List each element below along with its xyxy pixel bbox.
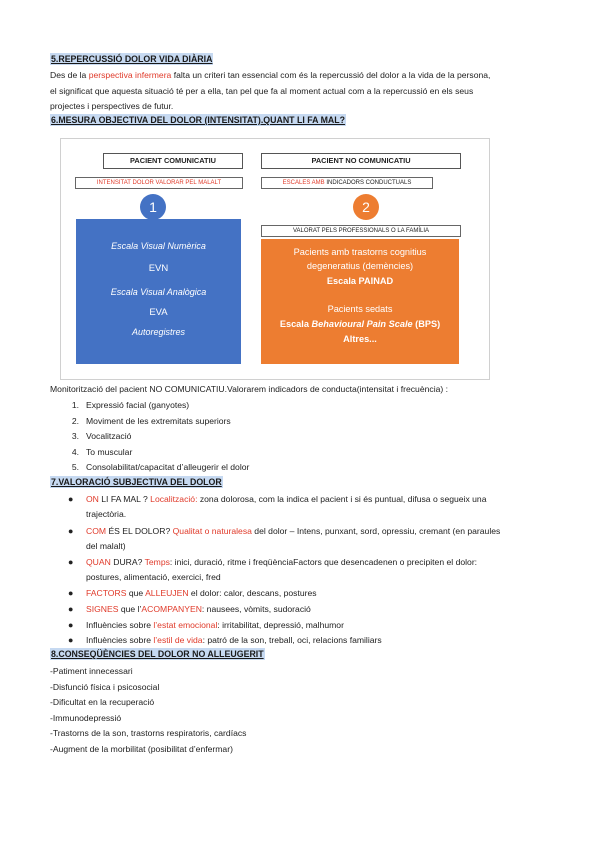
consequence-item: -Trastorns de la son, trastorns respiratoris, cardíacs	[50, 728, 247, 738]
bullet-icon: ●	[68, 604, 74, 614]
pain-scales-figure	[60, 138, 490, 380]
others-text: Altres...	[343, 334, 377, 344]
section-8-title: 8.CONSEQÜÈNCIES DEL DOLOR NO ALLEUGERIT	[51, 649, 264, 659]
list-number: 2.	[71, 416, 79, 426]
cognitive-disorders-line-2: degeneratius (demències)	[306, 261, 414, 271]
monitoring-line: Monitorització del pacient NO COMUNICATIU.Valorarem indicadors de conducta(intensitat i frecuència) :	[50, 384, 449, 394]
non-communicative-patient-sub-label: ESCALES AMB INDICADORS CONDUCTUALS	[261, 177, 433, 189]
list-number: 4.	[71, 447, 79, 457]
section-6-title: 6.MESURA OBJECTIVA DEL DOLOR (INTENSITAT).QUANT LI FA MAL?	[51, 115, 346, 125]
list-item: Moviment de les extremitats superiors	[86, 416, 231, 426]
section-7-title: 7.VALORACIÓ SUBJECTIVA DEL DOLOR	[51, 477, 222, 487]
list-item: To muscular	[86, 447, 133, 457]
consequence-item: -Dificultat en la recuperació	[50, 697, 155, 707]
behavioural-scales-box	[261, 239, 459, 364]
self-report-scales-box	[76, 219, 241, 364]
bullet-how-line-1: COM ÉS EL DOLOR? Qualitat o naturalesa del dolor – Intens, punxant, sord, opressiu, cremant (en paraules	[86, 526, 501, 536]
number-1-circle: 1	[140, 194, 166, 220]
list-item: Vocalització	[86, 431, 132, 441]
bullet-when-line-1: QUAN DURA? Temps: inici, duració, ritme i freqüènciaFactors que desencadenen o precipiten el dolor:	[86, 557, 478, 567]
bullet-icon: ●	[68, 635, 74, 645]
list-item: Expressió facial (ganyotes)	[86, 400, 190, 410]
section-5-paragraph-line-1: Des de la perspectiva infermera falta un criteri tan essencial com és la repercussió del dolor a la vida de la persona,	[50, 70, 491, 80]
communicative-patient-label: PACIENT COMUNICATIU	[103, 153, 243, 169]
bullet-lifestyle: Influències sobre l’estil de vida: patró de la son, treball, oci, relacions familiars	[86, 635, 382, 645]
bullet-emotional-state: Influències sobre l’estat emocional: irritabilitat, depressió, malhumor	[86, 620, 344, 630]
self-records-text: Autoregistres	[131, 327, 186, 337]
section-5-paragraph-line-3: projectes i perspectives de futur.	[50, 101, 174, 111]
evn-abbreviation: EVN	[148, 263, 169, 274]
bullet-icon: ●	[68, 494, 74, 504]
numeric-scale-name: Escala Visual Numèrica	[111, 241, 206, 251]
number-2-circle: 2	[353, 194, 379, 220]
bullet-icon: ●	[68, 557, 74, 567]
painad-scale-text: Escala PAINAD	[326, 276, 394, 286]
section-5-title: 5.REPERCUSSIÓ DOLOR VIDA DIÀRIA	[51, 54, 213, 64]
bullet-relief-factors: FACTORS que ALLEUJEN el dolor: calor, descans, postures	[86, 588, 317, 598]
consequence-item: -Disfunció física i psicosocial	[50, 682, 160, 692]
bullet-icon: ●	[68, 588, 74, 598]
eva-abbreviation: EVA	[149, 307, 168, 318]
consequence-item: -Augment de la morbilitat (posibilitat d’enfermar)	[50, 744, 233, 754]
analog-scale-name: Escala Visual Analògica	[110, 287, 207, 297]
bullet-how-line-2: del malalt)	[86, 541, 126, 551]
bullet-when-line-2: postures, alimentació, exercici, fred	[86, 572, 221, 582]
consequence-item: -Patiment innecessari	[50, 666, 133, 676]
list-item: Consolabilitat/capacitat d’alleugerir el dolor	[86, 462, 250, 472]
bullet-where-line-2: trajectòria.	[86, 509, 127, 519]
list-number: 5.	[71, 462, 79, 472]
section-5-paragraph-line-2: el significat que aquesta situació té per a ella, tan pel que fa al moment actual com a la repercussió en els seus	[50, 86, 474, 96]
assessed-by-professionals-label: VALORAT PELS PROFESSIONALS O LA FAMÍLIA	[261, 225, 461, 237]
sedated-patients-text: Pacients sedats	[327, 304, 393, 314]
bullet-where-line-1: ON LI FA MAL ? Localització: zona dolorosa, com la indica el pacient i si és puntual, difusa o segueix una	[86, 494, 487, 504]
bps-scale-text: Escala Behavioural Pain Scale (BPS)	[279, 319, 441, 329]
non-communicative-patient-label: PACIENT NO COMUNICATIU	[261, 153, 461, 169]
cognitive-disorders-line-1: Pacients amb trastorns cognitius	[293, 247, 427, 257]
communicative-patient-sub-label: INTENSITAT DOLOR VALORAR PEL MALALT	[75, 177, 243, 189]
list-number: 1.	[71, 400, 79, 410]
bullet-icon: ●	[68, 620, 74, 630]
consequence-item: -Immunodepressió	[50, 713, 122, 723]
bullet-icon: ●	[68, 526, 74, 536]
bullet-signs: SIGNES que l’ACOMPANYEN: nausees, vòmits, sudoració	[86, 604, 311, 614]
list-number: 3.	[71, 431, 79, 441]
